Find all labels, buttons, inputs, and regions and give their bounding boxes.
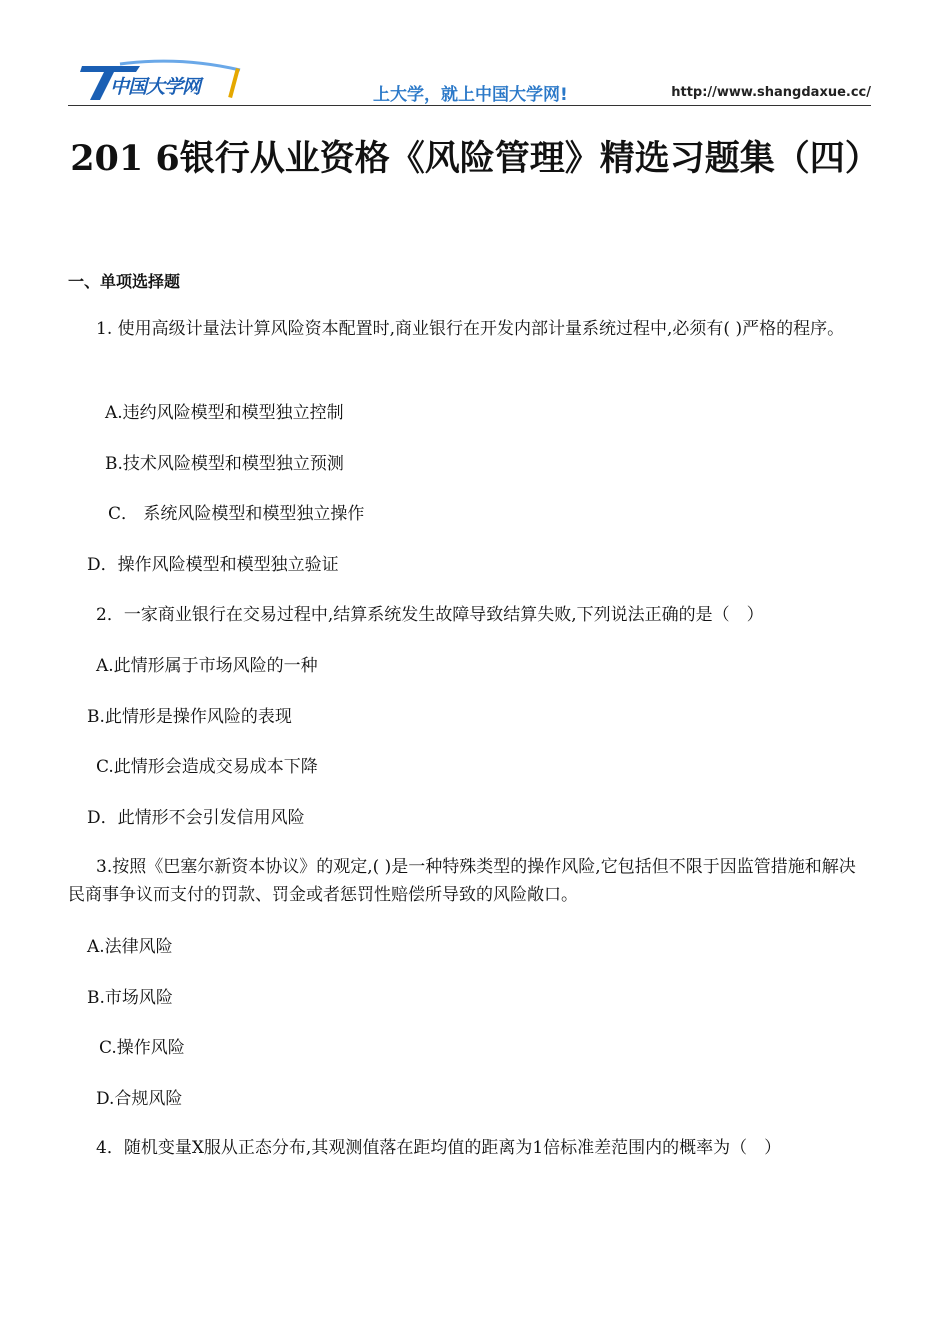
section-heading: 一、单项选择题 xyxy=(68,272,181,291)
q1-option-d: D．操作风险模型和模型独立验证 xyxy=(87,555,339,575)
q1-option-c: C． 系统风险模型和模型独立操作 xyxy=(108,504,365,524)
page-header xyxy=(68,52,871,106)
q3-option-a: A.法律风险 xyxy=(87,937,173,957)
site-url-link[interactable]: http://www.shangdaxue.cc/ xyxy=(671,85,871,100)
document-title: 201 6银行从业资格《风险管理》精选习题集（四） xyxy=(70,138,880,179)
q3-option-d: D.合规风险 xyxy=(96,1089,183,1109)
q1-option-a: A.违约风险模型和模型独立控制 xyxy=(105,403,344,423)
q2-option-a: A.此情形属于市场风险的一种 xyxy=(96,656,318,676)
q1-option-b: B.技术风险模型和模型独立预测 xyxy=(105,454,344,474)
q3-option-c: C.操作风险 xyxy=(99,1038,185,1058)
question-4-stem: 4．随机变量X服从正态分布,其观测值落在距均值的距离为1倍标准差范围内的概率为（ ） xyxy=(96,1138,782,1158)
question-3-stem: 3.按照《巴塞尔新资本协议》的观定,( )是一种特殊类型的操作风险,它包括但不限于因监管措施和解决民商事争议而支付的罚款、罚金或者惩罚性赔偿所导致的风险敞口。 xyxy=(68,857,856,905)
header-divider xyxy=(68,105,871,106)
logo-text: 中国大学网 xyxy=(110,76,201,98)
q2-option-d: D．此情形不会引发信用风险 xyxy=(87,808,305,828)
q2-option-b: B.此情形是操作风险的表现 xyxy=(87,707,292,727)
question-2-stem: 2．一家商业银行在交易过程中,结算系统发生故障导致结算失败,下列说法正确的是（ ） xyxy=(96,605,764,625)
site-logo[interactable] xyxy=(80,58,250,102)
q2-option-c: C.此情形会造成交易成本下降 xyxy=(96,757,318,777)
q3-option-b: B.市场风险 xyxy=(87,988,173,1008)
question-1-stem: 1. 使用高级计量法计算风险资本配置时,商业银行在开发内部计量系统过程中,必须有( )严格的程序。 xyxy=(96,319,845,339)
site-slogan: 上大学，就上中国大学网! xyxy=(373,85,568,105)
